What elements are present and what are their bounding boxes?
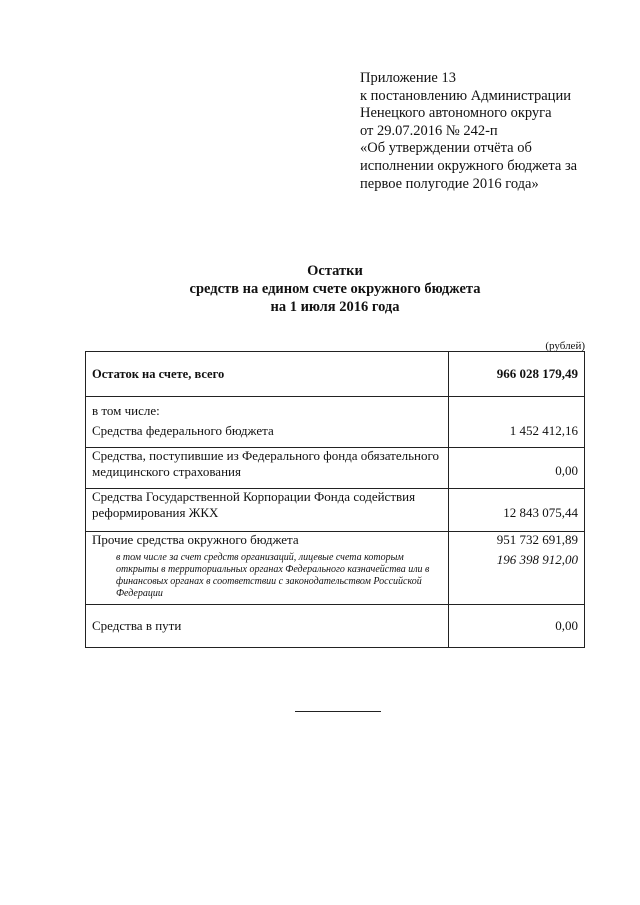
appendix-line: первое полугодие 2016 года» <box>360 175 539 192</box>
row-value: 0,00 <box>449 448 585 489</box>
total-value: 966 028 179,49 <box>449 352 585 397</box>
note-value: 196 398 912,00 <box>449 548 585 605</box>
row-label: Средства Государственной Корпорации Фонда содействия реформирования ЖКХ <box>86 489 449 532</box>
row-value: 951 732 691,89 <box>449 532 585 549</box>
appendix-line: от 29.07.2016 № 242-п <box>360 122 498 139</box>
appendix-line: Приложение 13 <box>360 70 456 86</box>
appendix-line: к постановлению Администрации <box>360 87 571 104</box>
row-value: 1 452 412,16 <box>449 419 585 448</box>
row-label: Прочие средства окружного бюджета <box>86 532 449 549</box>
transit-value: 0,00 <box>449 605 585 648</box>
appendix-line: Ненецкого автономного округа <box>360 105 552 122</box>
title-line-2: средств на едином счете окружного бюджета <box>189 281 481 297</box>
table-row <box>86 532 585 549</box>
document-title <box>85 262 585 316</box>
appendix-header <box>360 70 630 193</box>
row-value: 12 843 075,44 <box>449 489 585 532</box>
title-line-3: на 1 июля 2016 года <box>270 299 400 315</box>
table-row <box>86 419 585 448</box>
row-label: Средства федерального бюджета <box>86 419 449 448</box>
closing-divider <box>295 711 381 712</box>
appendix-line: исполнении окружного бюджета за <box>360 157 578 174</box>
table-row-transit <box>86 605 585 648</box>
transit-label: Средства в пути <box>86 605 449 648</box>
total-label: Остаток на счете, всего <box>86 352 449 397</box>
appendix-line: «Об утверждении отчёта об <box>360 140 532 157</box>
units-label: (рублей) <box>545 340 585 352</box>
table-row-note <box>86 548 585 605</box>
table-row-total <box>86 352 585 397</box>
title-line-1: Остатки <box>307 263 363 279</box>
table-row <box>86 448 585 489</box>
row-label: Средства, поступившие из Федерального фонда обязательного медицинского страхования <box>86 448 449 489</box>
including-label: в том числе: <box>86 397 449 420</box>
note-label: в том числе за счет средств организаций, лицевые счета которым открыты в территориальных органах Федерального казначейства или в финансовых органах в соответствии с законодательством Российской Федерации <box>116 552 430 599</box>
table-row <box>86 489 585 532</box>
table-row-including <box>86 397 585 420</box>
balance-table <box>85 351 585 648</box>
